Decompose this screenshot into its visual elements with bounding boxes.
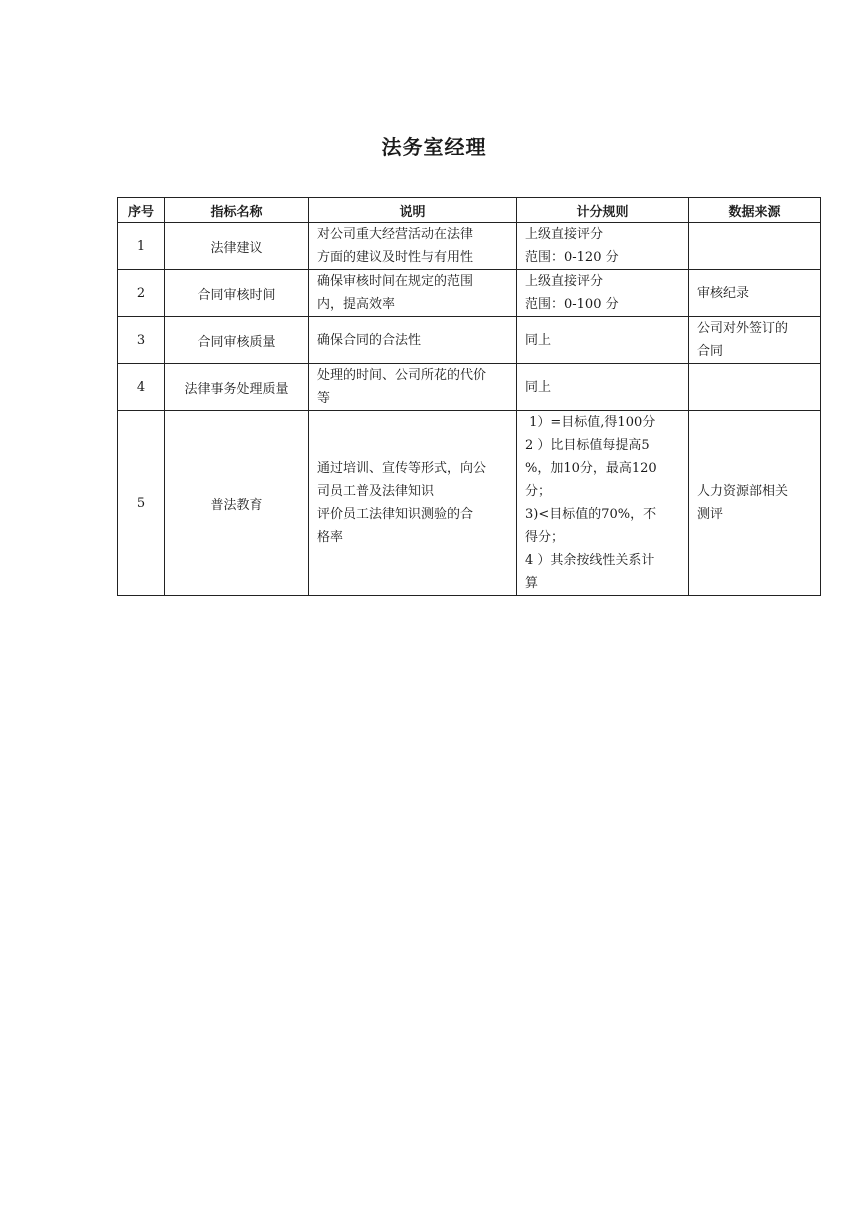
header-name: 指标名称 [165,198,309,223]
cell-rule [517,411,689,596]
rule-line: 范围：0-100 分 [525,297,619,312]
desc-line: 评价员工法律知识测验的合 [317,507,474,522]
cell-source [689,317,821,364]
table-row [118,317,821,364]
header-desc: 说明 [309,198,517,223]
cell-rule [517,317,689,364]
desc-line: 处理的时间、公司所花的代价 [317,368,487,383]
desc-line: 对公司重大经营活动在法律 [317,227,474,242]
source-line: 人力资源部相关 [697,484,789,499]
rule-line: 同上 [525,379,552,395]
cell-name: 法律建议 [165,223,309,270]
desc-line: 格率 [317,530,344,545]
rule-line: 算 [525,576,539,591]
table-row [118,223,821,270]
cell-source [689,223,821,270]
rule-line: 4 ）其余按线性关系计 [525,553,655,568]
cell-desc [309,223,517,270]
cell-desc [309,270,517,317]
source-line: 公司对外签订的 [697,321,789,336]
rule-line: 得分； [525,530,565,545]
kpi-table [117,197,821,596]
rule-line: 分； [525,484,552,499]
rule-line: %，加10分，最高120 [525,461,657,476]
rule-line: 同上 [525,332,552,348]
cell-name: 法律事务处理质量 [165,364,309,411]
cell-name: 普法教育 [165,411,309,596]
desc-line: 司员工普及法律知识 [317,484,435,499]
header-source: 数据来源 [689,198,821,223]
cell-name: 合同审核质量 [165,317,309,364]
desc-line: 通过培训、宣传等形式，向公 [317,461,487,476]
cell-no: 4 [118,364,165,411]
page-title: 法务室经理 [381,135,487,159]
header-rule: 计分规则 [517,198,689,223]
cell-name: 合同审核时间 [165,270,309,317]
desc-line: 内，提高效率 [317,297,396,312]
source-line: 合同 [697,344,724,359]
desc-line: 确保合同的合法性 [317,332,422,348]
cell-rule [517,364,689,411]
cell-source [689,270,821,317]
rule-line: 3)<目标值的70%，不 [525,507,657,522]
rule-line: 2 ）比目标值每提高5 [525,438,650,453]
table-row [118,411,821,596]
cell-desc [309,411,517,596]
rule-line: 1）=目标值,得100分 [525,415,656,430]
table-row [118,270,821,317]
desc-line: 等 [317,391,331,406]
rule-line: 范围：0-120 分 [525,250,619,265]
table-row [118,364,821,411]
desc-line: 确保审核时间在规定的范围 [317,274,474,289]
source-line: 审核纪录 [697,285,750,301]
cell-desc [309,364,517,411]
cell-desc [309,317,517,364]
cell-no: 3 [118,317,165,364]
rule-line: 上级直接评分 [525,274,604,289]
cell-rule [517,223,689,270]
cell-no: 5 [118,411,165,596]
cell-no: 1 [118,223,165,270]
header-no: 序号 [118,198,165,223]
table-header-row [118,198,821,223]
cell-source [689,411,821,596]
source-line: 测评 [697,507,724,522]
rule-line: 上级直接评分 [525,227,604,242]
cell-source [689,364,821,411]
desc-line: 方面的建议及时性与有用性 [317,250,474,265]
cell-no: 2 [118,270,165,317]
cell-rule [517,270,689,317]
